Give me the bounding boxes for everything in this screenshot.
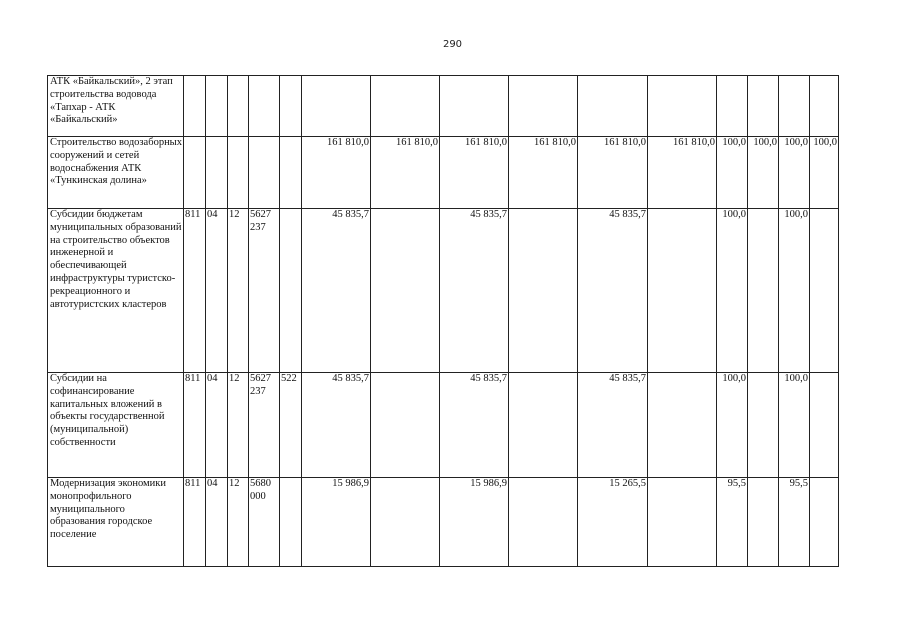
- code-cs: 5680 000: [249, 478, 280, 567]
- value-cell: 161 810,0: [440, 137, 509, 209]
- value-cell: 15 265,5: [578, 478, 648, 567]
- percent-cell: 100,0: [717, 209, 748, 373]
- table-row: [48, 478, 839, 567]
- code-vr: [280, 209, 302, 373]
- percent-cell: [748, 209, 779, 373]
- percent-cell: [717, 76, 748, 137]
- row-name: Субсидии бюджетам муниципальных образований на строительство объектов инженерной и обеспечивающей инфраструктуры туристско-рекреационного и автотуристских кластеров: [48, 209, 184, 373]
- table-row: [48, 209, 839, 373]
- value-cell: [302, 76, 371, 137]
- value-cell: 45 835,7: [302, 209, 371, 373]
- value-cell: 15 986,9: [302, 478, 371, 567]
- value-cell: [371, 76, 440, 137]
- value-cell: [371, 373, 440, 478]
- value-cell: 161 810,0: [578, 137, 648, 209]
- percent-cell: [810, 373, 839, 478]
- code-pr: 12: [228, 373, 249, 478]
- percent-cell: [748, 76, 779, 137]
- code-cs: 5627 237: [249, 373, 280, 478]
- value-cell: [509, 373, 578, 478]
- budget-table: [47, 75, 839, 567]
- value-cell: 161 810,0: [648, 137, 717, 209]
- code-gr: 811: [184, 209, 206, 373]
- row-name: Модернизация экономики монопрофильного муниципального образования городское поселение: [48, 478, 184, 567]
- percent-cell: 95,5: [779, 478, 810, 567]
- percent-cell: [810, 76, 839, 137]
- value-cell: [578, 76, 648, 137]
- value-cell: 45 835,7: [440, 373, 509, 478]
- value-cell: [509, 209, 578, 373]
- value-cell: [648, 373, 717, 478]
- code-gr: [184, 76, 206, 137]
- percent-cell: 100,0: [717, 373, 748, 478]
- table-row: [48, 76, 839, 137]
- code-vr: 522: [280, 373, 302, 478]
- code-gr: 811: [184, 478, 206, 567]
- value-cell: 45 835,7: [578, 209, 648, 373]
- percent-cell: 100,0: [779, 209, 810, 373]
- value-cell: [440, 76, 509, 137]
- percent-cell: 100,0: [810, 137, 839, 209]
- code-vr: [280, 76, 302, 137]
- percent-cell: [748, 478, 779, 567]
- percent-cell: [810, 478, 839, 567]
- code-pr: 12: [228, 209, 249, 373]
- code-pr: 12: [228, 478, 249, 567]
- value-cell: 45 835,7: [302, 373, 371, 478]
- code-pr: [228, 137, 249, 209]
- percent-cell: 100,0: [717, 137, 748, 209]
- percent-cell: 100,0: [748, 137, 779, 209]
- value-cell: [509, 478, 578, 567]
- value-cell: [648, 209, 717, 373]
- percent-cell: 95,5: [717, 478, 748, 567]
- value-cell: [648, 478, 717, 567]
- code-vr: [280, 478, 302, 567]
- table-row: [48, 137, 839, 209]
- code-cs: [249, 137, 280, 209]
- code-vr: [280, 137, 302, 209]
- code-rz: [206, 76, 228, 137]
- code-pr: [228, 76, 249, 137]
- code-gr: [184, 137, 206, 209]
- value-cell: 45 835,7: [578, 373, 648, 478]
- value-cell: 15 986,9: [440, 478, 509, 567]
- code-rz: [206, 137, 228, 209]
- value-cell: [648, 76, 717, 137]
- percent-cell: [779, 76, 810, 137]
- code-rz: 04: [206, 478, 228, 567]
- code-cs: 5627 237: [249, 209, 280, 373]
- row-name: Строительство водозаборных сооружений и сетей водоснабжения АТК «Тункинская долина»: [48, 137, 184, 209]
- value-cell: [509, 76, 578, 137]
- percent-cell: [810, 209, 839, 373]
- code-gr: 811: [184, 373, 206, 478]
- value-cell: [371, 478, 440, 567]
- value-cell: 161 810,0: [302, 137, 371, 209]
- value-cell: [371, 209, 440, 373]
- percent-cell: [748, 373, 779, 478]
- percent-cell: 100,0: [779, 137, 810, 209]
- table-row: [48, 373, 839, 478]
- row-name: Субсидии на софинансирование капитальных вложений в объекты государственной (муниципальной) собственности: [48, 373, 184, 478]
- value-cell: 161 810,0: [371, 137, 440, 209]
- value-cell: 161 810,0: [509, 137, 578, 209]
- code-rz: 04: [206, 209, 228, 373]
- percent-cell: 100,0: [779, 373, 810, 478]
- value-cell: 45 835,7: [440, 209, 509, 373]
- code-rz: 04: [206, 373, 228, 478]
- code-cs: [249, 76, 280, 137]
- page-number: 290: [442, 39, 463, 50]
- row-name: АТК «Байкальский», 2 этап строительства водовода «Тапхар - АТК «Байкальский»: [48, 76, 184, 137]
